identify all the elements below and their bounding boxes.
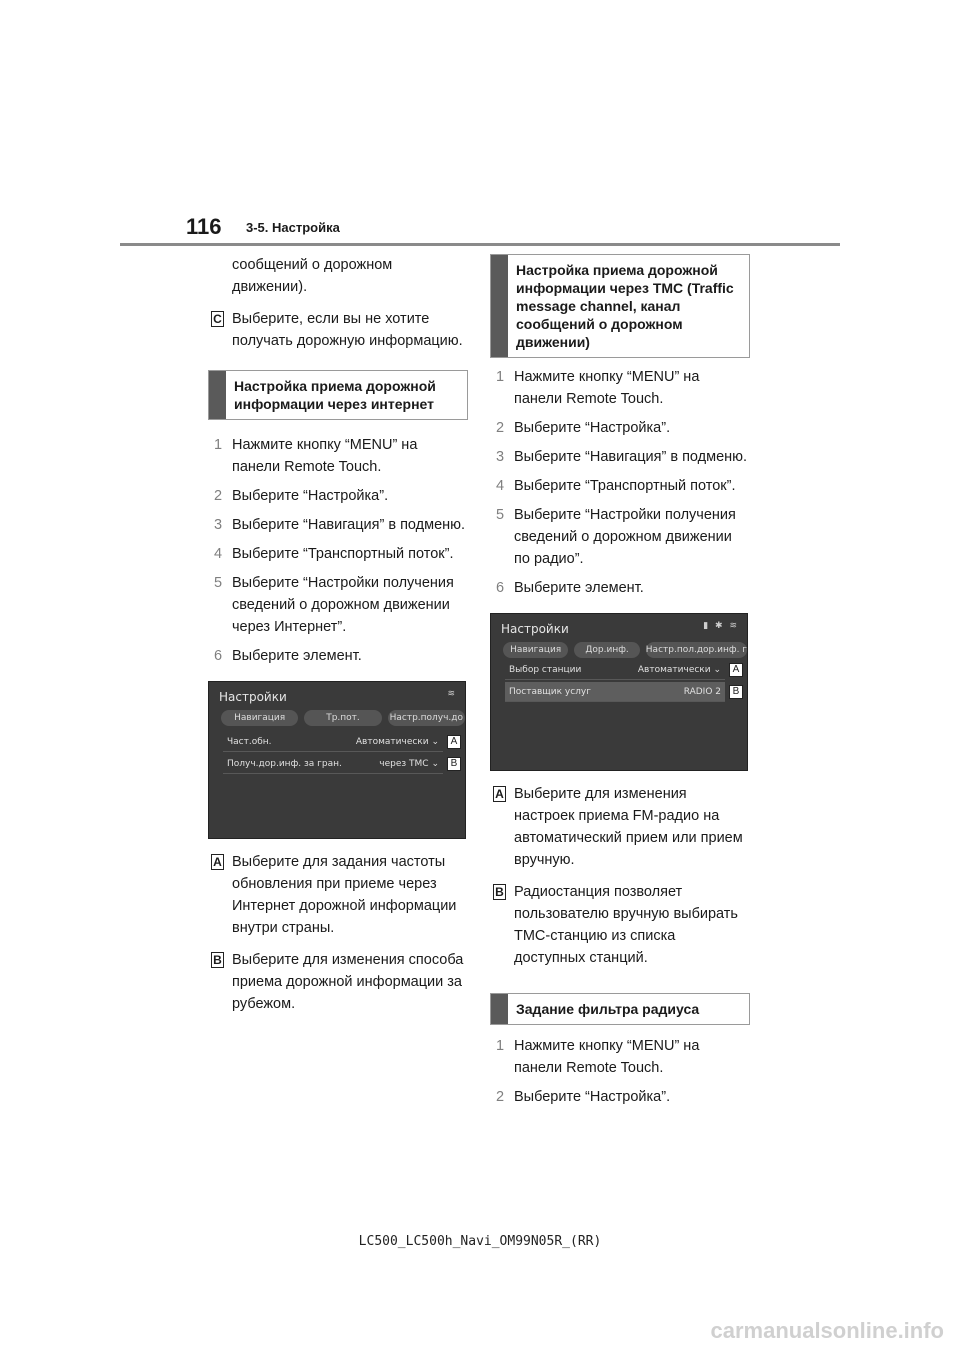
note-a xyxy=(490,783,750,871)
step-number: 1 xyxy=(214,437,223,453)
step-text: Выберите “Настройки получения сведений о дорожном движении по радио”. xyxy=(514,507,736,567)
callout-a-label: A xyxy=(211,854,224,870)
right-column xyxy=(490,254,750,1115)
step-text: Выберите “Настройка”. xyxy=(514,1089,671,1105)
step-text: Выберите “Транспортный поток”. xyxy=(514,478,736,494)
row-value: RADIO 2 xyxy=(683,687,721,697)
heading-tmc xyxy=(490,254,750,358)
step-number: 5 xyxy=(496,507,505,523)
step xyxy=(208,434,468,478)
heading-internet xyxy=(208,370,468,420)
footer-doc-code: LC500_LC500h_Navi_OM99N05R_(RR) xyxy=(358,1234,602,1249)
callout-c-label: C xyxy=(211,311,224,327)
step-number: 2 xyxy=(496,1089,505,1105)
step xyxy=(490,577,750,599)
note-b-text: Выберите для изменения способа приема дорожной информации за рубежом. xyxy=(232,952,464,1012)
step xyxy=(208,645,468,667)
row-label: Поставщик услуг xyxy=(509,687,591,697)
step-text: Выберите “Навигация” в подменю. xyxy=(514,449,748,465)
step-number: 2 xyxy=(214,488,223,504)
step-number: 2 xyxy=(496,420,505,436)
continuation-text: сообщений о дорожном движении). xyxy=(232,257,393,295)
step-text: Выберите элемент. xyxy=(232,648,362,664)
note-b-text: Радиостанция позволяет пользователю вручную выбирать TMC-станцию из списка доступных станций. xyxy=(514,884,738,966)
step xyxy=(490,504,750,570)
step xyxy=(208,543,468,565)
row-label: Получ.дор.инф. за гран. xyxy=(227,759,342,769)
step-number: 4 xyxy=(214,546,223,562)
screen-row xyxy=(505,682,725,702)
step-text: Нажмите кнопку “MENU” на панели Remote Touch. xyxy=(514,369,700,407)
note-c-text: Выберите, если вы не хотите получать дорожную информацию. xyxy=(232,311,463,349)
step-number: 6 xyxy=(496,580,505,596)
step-text: Выберите “Настройка”. xyxy=(232,488,389,504)
step xyxy=(490,1035,750,1079)
heading-bar xyxy=(491,994,508,1024)
note-c xyxy=(208,308,468,352)
step-text: Нажмите кнопку “MENU” на панели Remote Touch. xyxy=(514,1038,700,1076)
screen-title: Настройки xyxy=(219,690,287,704)
screen-title: Настройки xyxy=(501,622,569,636)
note-b xyxy=(490,881,750,969)
note-a xyxy=(208,851,468,939)
heading-text: Задание фильтра радиуса xyxy=(516,1001,700,1017)
row-label: Част.обн. xyxy=(227,737,272,747)
tab-navigation: Навигация xyxy=(503,642,568,658)
step-number: 5 xyxy=(214,575,223,591)
page-number: 116 xyxy=(186,214,222,239)
step xyxy=(490,446,750,468)
screen-tabs xyxy=(221,710,465,726)
tab-traffic-info: Дор.инф. xyxy=(574,642,639,658)
step-text: Нажмите кнопку “MENU” на панели Remote Touch. xyxy=(232,437,418,475)
tab-receive-settings: Настр.пол.дор.инф. г xyxy=(646,642,747,658)
callout-a: A xyxy=(447,735,461,749)
heading-bar xyxy=(209,371,226,419)
note-a-text: Выберите для изменения настроек приема FM-радио на автоматический прием или прием вручную. xyxy=(514,786,743,868)
tab-navigation: Навигация xyxy=(221,710,298,726)
note-a-text: Выберите для задания частоты обновления при приеме через Интернет дорожной информации внутри страны. xyxy=(232,854,457,936)
row-value: Автоматически ⌄ xyxy=(637,665,721,675)
callout-b: B xyxy=(729,685,743,699)
step xyxy=(208,572,468,638)
step-number: 4 xyxy=(496,478,505,494)
step-text: Выберите “Настройки получения сведений о дорожном движении через Интернет”. xyxy=(232,575,454,635)
row-value: через TMC ⌄ xyxy=(379,759,439,769)
row-value: Автоматически ⌄ xyxy=(355,737,439,747)
callout-a: A xyxy=(729,663,743,677)
step-number: 3 xyxy=(496,449,505,465)
tab-traffic: Тр.пот. xyxy=(304,710,381,726)
step xyxy=(490,417,750,439)
row-label: Выбор станции xyxy=(509,665,582,675)
step-text: Выберите элемент. xyxy=(514,580,644,596)
step xyxy=(208,514,468,536)
screen-row xyxy=(223,732,443,752)
step xyxy=(208,485,468,507)
heading-text: Настройка приема дорожной информации через TMC (Traffic message channel, канал сообщений о дорожном движении) xyxy=(516,262,734,350)
left-column xyxy=(208,254,468,1025)
screen-row xyxy=(223,754,443,774)
step xyxy=(490,475,750,497)
wifi-icon: ≋ xyxy=(447,689,457,699)
step-number: 3 xyxy=(214,517,223,533)
note-b xyxy=(208,949,468,1015)
screen-tabs xyxy=(503,642,747,658)
heading-text: Настройка приема дорожной информации через интернет xyxy=(234,378,436,412)
status-icons: ▮ ✱ ≋ xyxy=(703,621,739,631)
callout-b-label: B xyxy=(211,952,224,968)
settings-screenshot xyxy=(208,681,466,839)
screen-row xyxy=(505,660,725,680)
step xyxy=(490,1086,750,1108)
step xyxy=(490,366,750,410)
section-title: 3-5. Настройка xyxy=(246,220,340,235)
heading-bar xyxy=(491,255,508,357)
step-text: Выберите “Навигация” в подменю. xyxy=(232,517,466,533)
step-number: 1 xyxy=(496,369,505,385)
header-divider xyxy=(120,243,840,246)
step-number: 6 xyxy=(214,648,223,664)
settings-screenshot xyxy=(490,613,748,771)
callout-a-label: A xyxy=(493,786,506,802)
step-text: Выберите “Настройка”. xyxy=(514,420,671,436)
callout-b-label: B xyxy=(493,884,506,900)
callout-b: B xyxy=(447,757,461,771)
tab-receive-settings: Настр.получ.до xyxy=(388,710,465,726)
watermark: carmanualsonline.info xyxy=(710,1318,944,1343)
heading-radius-filter xyxy=(490,993,750,1025)
step-number: 1 xyxy=(496,1038,505,1054)
step-text: Выберите “Транспортный поток”. xyxy=(232,546,454,562)
